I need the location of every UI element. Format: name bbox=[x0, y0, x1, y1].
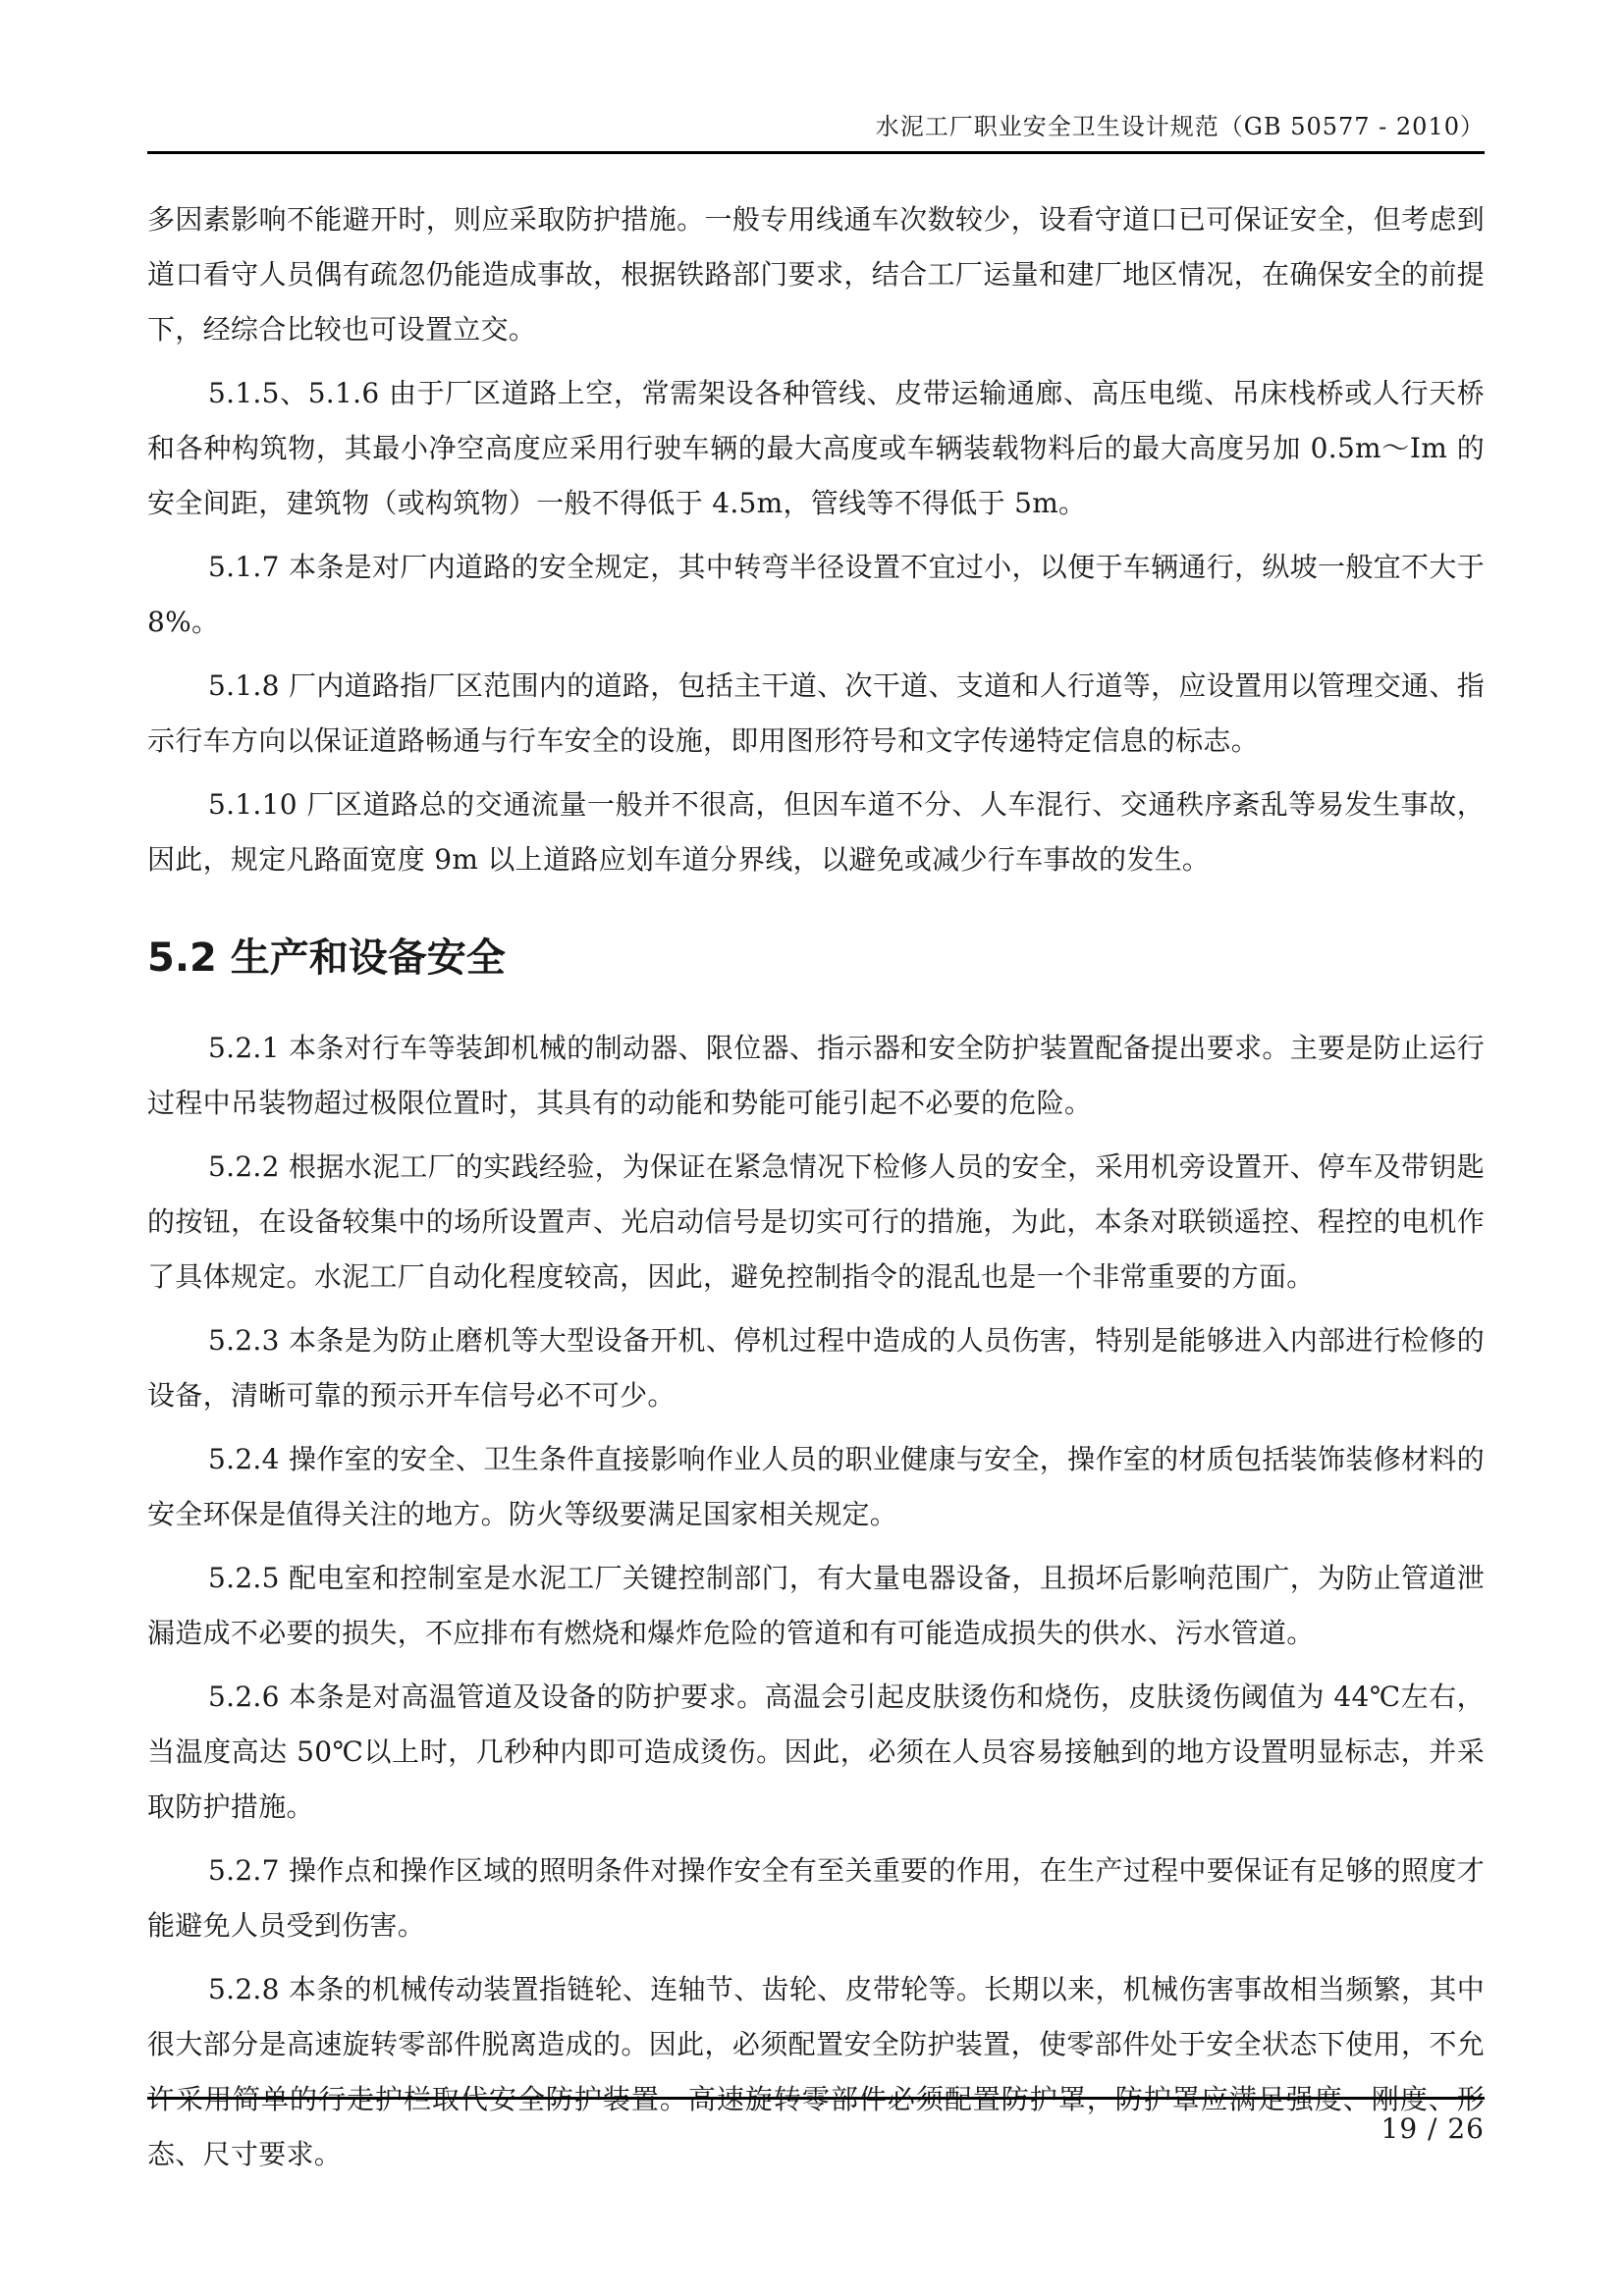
paragraph: 5.1.5、5.1.6 由于厂区道路上空，常需架设各种管线、皮带运输通廊、高压电缆、吊床栈桥或人行天桥和各种构筑物，其最小净空高度应采用行驶车辆的最大高度或车辆装载物料后的最大高度另加 0.5m～Im 的安全间距，建筑物（或构筑物）一般不得低于 4.5m，管线等不得低于 5m。 bbox=[147, 377, 1485, 519]
section-heading: 5.2 生产和设备安全 bbox=[147, 935, 506, 981]
paragraph: 5.1.8 厂内道路指厂区范围内的道路，包括主干道、次干道、支道和人行道等，应设置用以管理交通、指示行车方向以保证道路畅通与行车安全的设施，即用图形符号和文字传递特定信息的标志。 bbox=[147, 669, 1485, 757]
page-number: 19 / 26 bbox=[1380, 2112, 1485, 2145]
paragraph: 5.2.3 本条是为防止磨机等大型设备开机、停机过程中造成的人员伤害，特别是能够进入内部进行检修的设备，清晰可靠的预示开车信号必不可少。 bbox=[147, 1324, 1485, 1412]
document-body bbox=[147, 192, 1485, 2191]
paragraph: 5.2.2 根据水泥工厂的实践经验，为保证在紧急情况下检修人员的安全，采用机旁设置开、停车及带钥匙的按钮，在设备较集中的场所设置声、光启动信号是切实可行的措施，为此，本条对联锁遥控、程控的电机作了具体规定。水泥工厂自动化程度较高，因此，避免控制指令的混乱也是一个非常重要的方面。 bbox=[147, 1150, 1485, 1293]
paragraph: 多因素影响不能避开时，则应采取防护措施。一般专用线通车次数较少，设看守道口已可保证安全，但考虑到道口看守人员偶有疏忽仍能造成事故，根据铁路部门要求，结合工厂运量和建厂地区情况，在确保安全的前提下，经综合比较也可设置立交。 bbox=[147, 203, 1485, 346]
paragraph: 5.2.5 配电室和控制室是水泥工厂关键控制部门，有大量电器设备，且损坏后影响范围广，为防止管道泄漏造成不必要的损失，不应排布有燃烧和爆炸危险的管道和有可能造成损失的供水、污水管道。 bbox=[147, 1562, 1485, 1649]
paragraph: 5.2.6 本条是对高温管道及设备的防护要求。高温会引起皮肤烫伤和烧伤，皮肤烫伤阈值为 44℃左右，当温度高达 50℃以上时，几秒种内即可造成烫伤。因此，必须在人员容易接触到的地方设置明显标志，并采取防护措施。 bbox=[147, 1681, 1485, 1823]
paragraph: 5.2.7 操作点和操作区域的照明条件对操作安全有至关重要的作用，在生产过程中要保证有足够的照度才能避免人员受到伤害。 bbox=[147, 1854, 1485, 1942]
paragraph: 5.1.10 厂区道路总的交通流量一般并不很高，但因车道不分、人车混行、交通秩序紊乱等易发生事故，因此，规定凡路面宽度 9m 以上道路应划车道分界线，以避免或减少行车事故的发生。 bbox=[147, 788, 1485, 876]
page-footer bbox=[147, 2097, 1485, 2147]
paragraph: 5.2.4 操作室的安全、卫生条件直接影响作业人员的职业健康与安全，操作室的材质包括装饰装修材料的安全环保是值得关注的地方。防火等级要满足国家相关规定。 bbox=[147, 1443, 1485, 1530]
header-title: 水泥工厂职业安全卫生设计规范（GB 50577 - 2010） bbox=[875, 113, 1485, 140]
paragraph: 5.2.8 本条的机械传动装置指链轮、连轴节、齿轮、皮带轮等。长期以来，机械伤害事故相当频繁，其中很大部分是高速旋转零部件脱离造成的。因此，必须配置安全防护装置，使零部件处于安全状态下使用，不允许采用简单的行走护栏取代安全防护装置。高速旋转零部件必须配置防护罩，防护罩应满足强度、刚度、形态、尺寸要求。 bbox=[147, 1973, 1485, 2170]
paragraph: 5.2.1 本条对行车等装卸机械的制动器、限位器、指示器和安全防护装置配备提出要求。主要是防止运行过程中吊装物超过极限位置时，其具有的动能和势能可能引起不必要的危险。 bbox=[147, 1032, 1485, 1119]
paragraph: 5.1.7 本条是对厂内道路的安全规定，其中转弯半径设置不宜过小，以便于车辆通行，纵坡一般宜不大于 8%。 bbox=[147, 551, 1485, 638]
page-header bbox=[147, 110, 1485, 154]
